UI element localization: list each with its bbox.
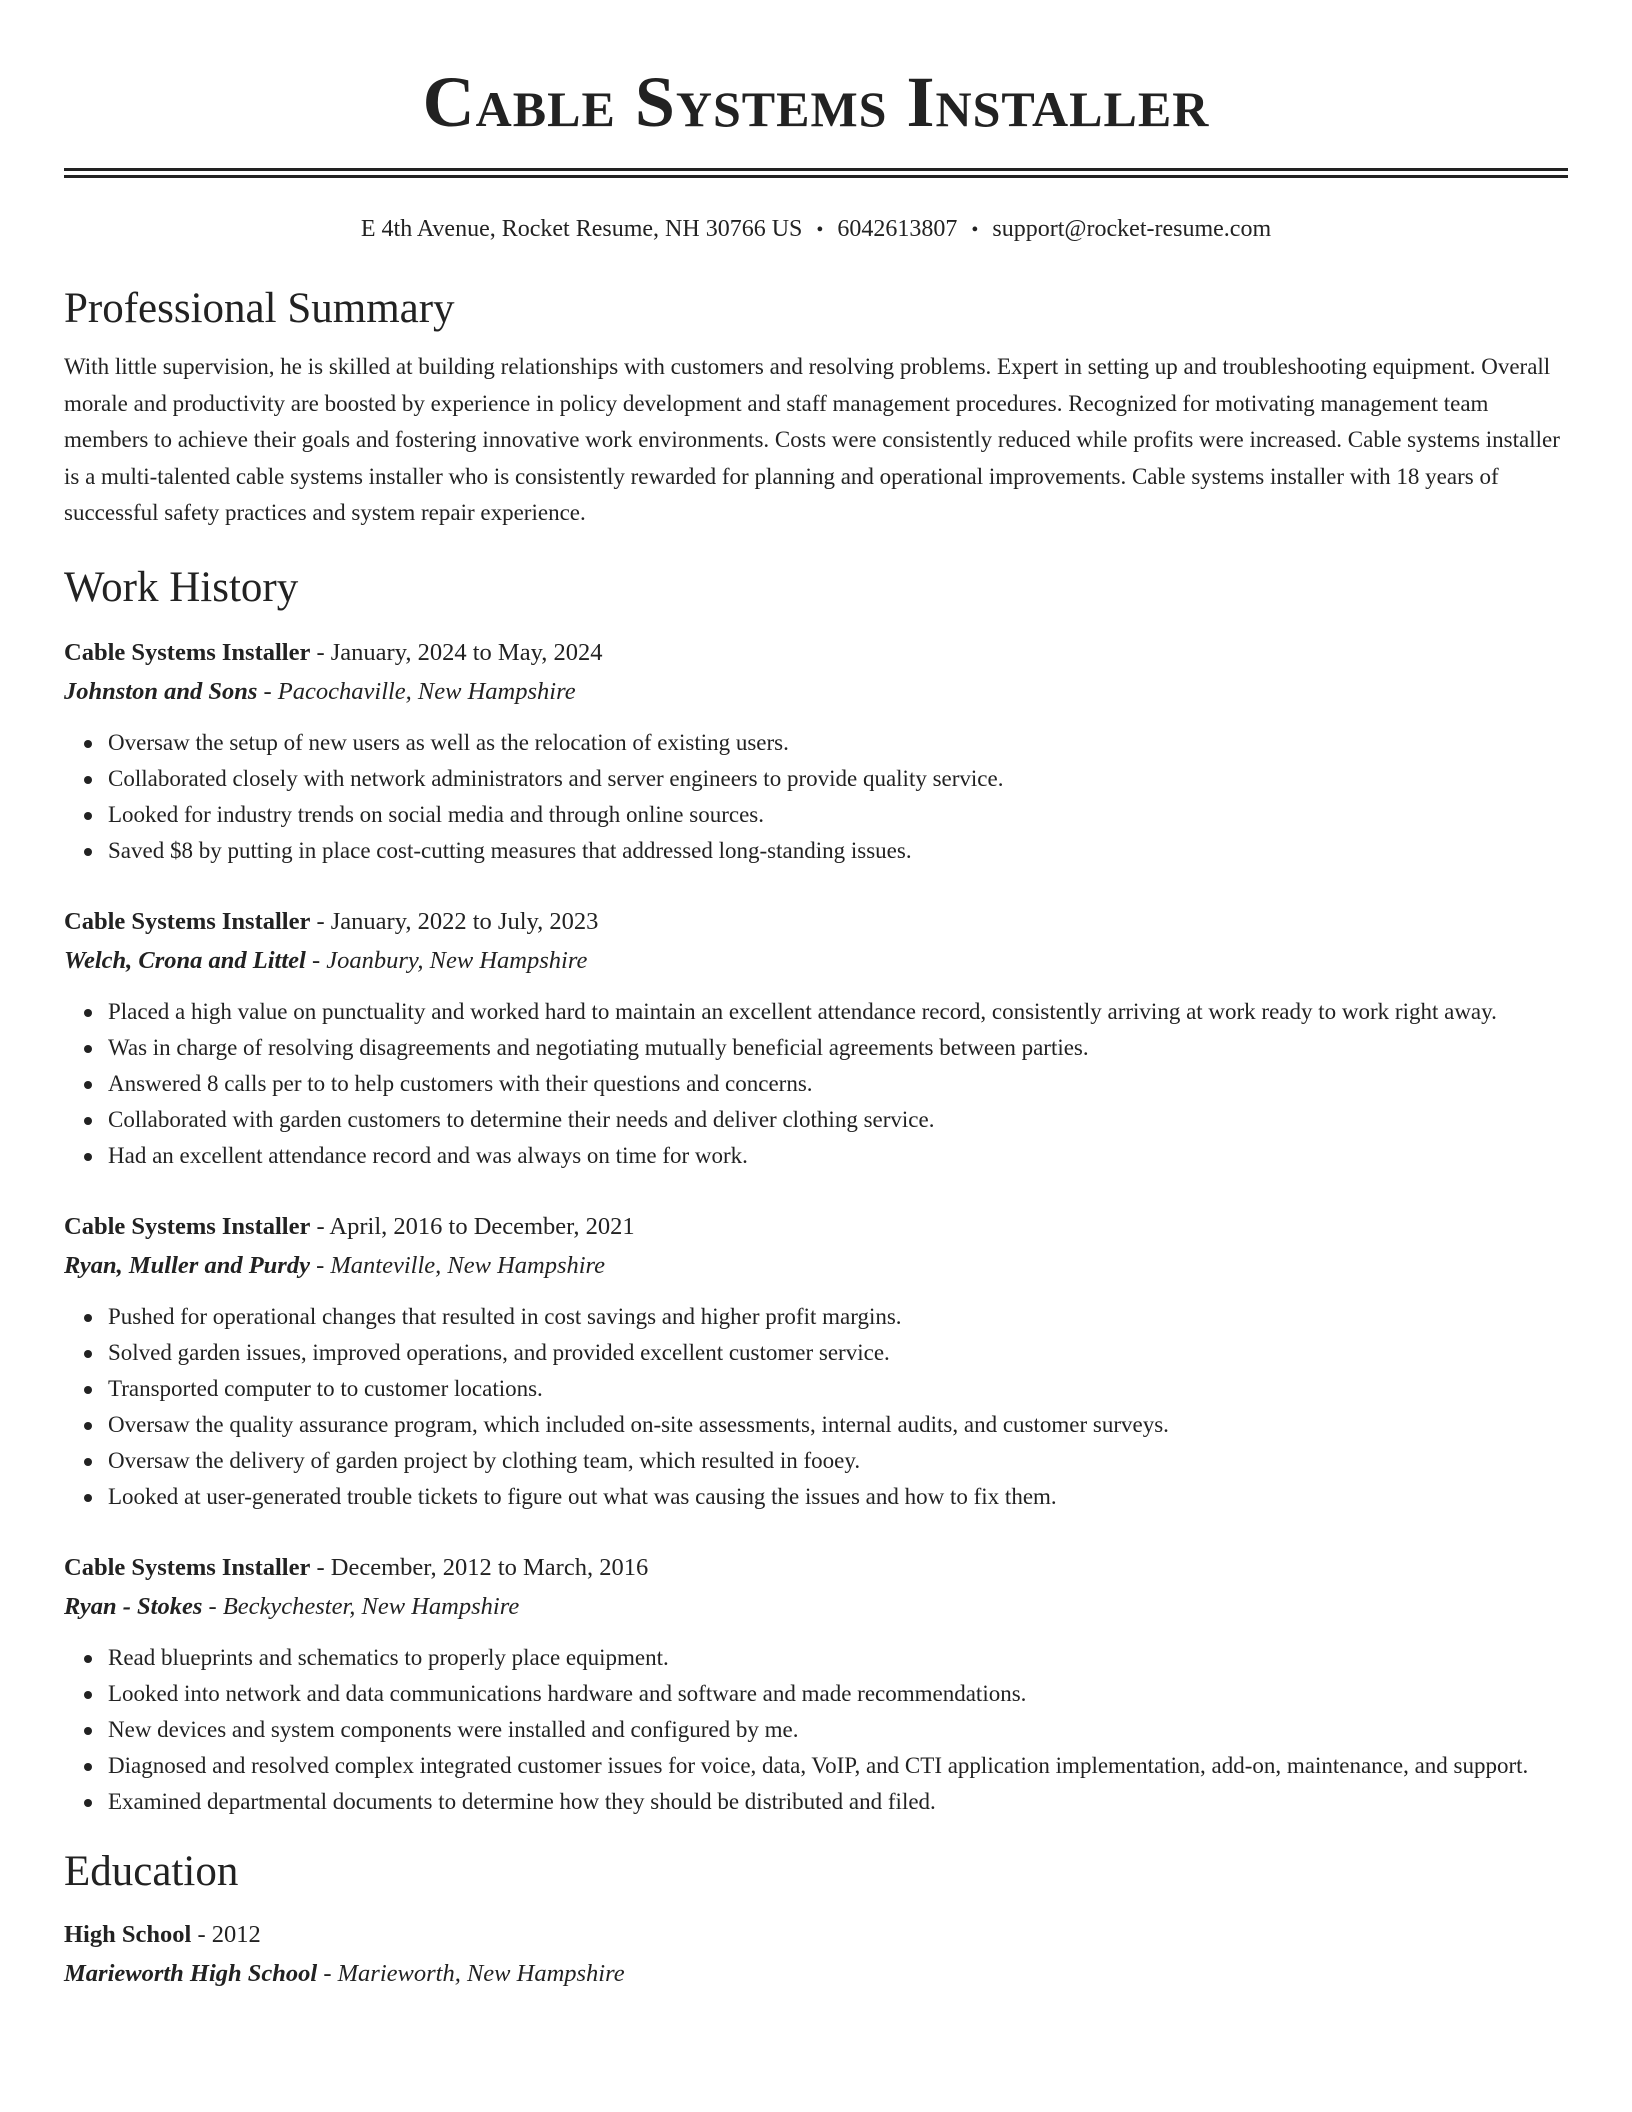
contact-separator: •: [816, 219, 824, 241]
employer-name: Welch, Crona and Littel: [64, 946, 306, 974]
job-entry: [64, 1208, 1568, 1515]
contact-line: [64, 214, 1568, 245]
job-bullet: Oversaw the setup of new users as well as the relocation of existing users.: [108, 725, 1568, 761]
employer-name: Ryan, Muller and Purdy: [64, 1251, 310, 1279]
job-title-line: [64, 1549, 1568, 1587]
job-bullet: Collaborated closely with network administrators and server engineers to provide quality service.: [108, 761, 1568, 797]
job-bullet: Examined departmental documents to determine how they should be distributed and filed.: [108, 1784, 1568, 1820]
job-entry: [64, 903, 1568, 1174]
job-title-line: [64, 1208, 1568, 1246]
job-bullets: [64, 725, 1568, 869]
contact-phone: 6042613807: [837, 216, 958, 242]
job-bullet: Looked at user-generated trouble tickets to figure out what was causing the issues and how to fix them.: [108, 1479, 1568, 1515]
job-position: Cable Systems Installer: [64, 1212, 311, 1240]
degree-name: High School: [64, 1920, 192, 1948]
job-bullet: Placed a high value on punctuality and worked hard to maintain an excellent attendance record, consistently arriving at work ready to work right away.: [108, 994, 1568, 1030]
contact-email: support@rocket-resume.com: [992, 216, 1272, 242]
job-position: Cable Systems Installer: [64, 638, 311, 666]
job-bullet: Was in charge of resolving disagreements and negotiating mutually beneficial agreements between parties.: [108, 1030, 1568, 1066]
employer-line: [64, 1246, 1568, 1285]
work-history-heading: Work History: [64, 563, 299, 611]
job-title-line: [64, 903, 1568, 941]
job-bullet: Oversaw the quality assurance program, which included on-site assessments, internal audits, and customer surveys.: [108, 1407, 1568, 1443]
graduation-year: - 2012: [191, 1920, 261, 1948]
job-dates: - April, 2016 to December, 2021: [310, 1212, 635, 1240]
summary-text: With little supervision, he is skilled at building relationships with customers and resolving problems. Expert in setting up and troubleshooting equipment. Overall morale and productivity are boosted by experience in policy development and staff management procedures. Recognized for motivating management team members to achieve their goals and fostering innovative work environments. Costs were consistently reduced while profits were increased. Cable systems installer is a multi-talented cable systems installer who is consistently rewarded for planning and operational improvements. Cable systems installer with 18 years of successful safety practices and system repair experience.: [64, 354, 1560, 525]
header-double-rule: [64, 168, 1568, 178]
job-entry: [64, 634, 1568, 869]
job-dates: - January, 2024 to May, 2024: [310, 638, 603, 666]
summary-heading: Professional Summary: [64, 285, 455, 332]
employer-line: [64, 672, 1568, 711]
education-heading: Education: [64, 1847, 239, 1895]
contact-address: E 4th Avenue, Rocket Resume, NH 30766 US: [360, 216, 803, 242]
job-bullet: Solved garden issues, improved operations, and provided excellent customer service.: [108, 1335, 1568, 1371]
job-bullet: Collaborated with garden customers to determine their needs and deliver clothing service.: [108, 1102, 1568, 1138]
school-line: [64, 1954, 1568, 1993]
employer-location: - Manteville, New Hampshire: [309, 1251, 606, 1279]
job-bullet: Saved $8 by putting in place cost-cutting measures that addressed long-standing issues.: [108, 833, 1568, 869]
job-position: Cable Systems Installer: [64, 907, 311, 935]
job-bullets: [64, 994, 1568, 1174]
job-position: Cable Systems Installer: [64, 1553, 311, 1581]
job-bullets: [64, 1640, 1568, 1820]
contact-separator: •: [971, 219, 979, 241]
degree-line: [64, 1916, 1568, 1954]
employer-location: - Pacochaville, New Hampshire: [257, 677, 576, 705]
job-bullet: Answered 8 calls per to to help customers with their questions and concerns.: [108, 1066, 1568, 1102]
job-bullet: Read blueprints and schematics to properly place equipment.: [108, 1640, 1568, 1676]
employer-location: - Joanbury, New Hampshire: [305, 946, 588, 974]
job-bullet: New devices and system components were installed and configured by me.: [108, 1712, 1568, 1748]
job-dates: - December, 2012 to March, 2016: [310, 1553, 649, 1581]
employer-line: [64, 1587, 1568, 1626]
school-name: Marieworth High School: [64, 1959, 318, 1987]
school-location: - Marieworth, New Hampshire: [317, 1959, 625, 1987]
job-dates: - January, 2022 to July, 2023: [310, 907, 599, 935]
job-title-line: [64, 634, 1568, 672]
employer-name: Johnston and Sons: [64, 677, 258, 705]
employer-name: Ryan - Stokes: [64, 1592, 203, 1620]
education-entry: [64, 1916, 1568, 1993]
job-entry: [64, 1549, 1568, 1820]
resume-title: Cable Systems Installer: [422, 62, 1210, 142]
job-bullets: [64, 1299, 1568, 1515]
job-bullet: Had an excellent attendance record and was always on time for work.: [108, 1138, 1568, 1174]
job-bullet: Diagnosed and resolved complex integrated customer issues for voice, data, VoIP, and CTI application implementation, add-on, maintenance, and support.: [108, 1748, 1568, 1784]
job-bullet: Looked for industry trends on social media and through online sources.: [108, 797, 1568, 833]
job-bullet: Looked into network and data communications hardware and software and made recommendations.: [108, 1676, 1568, 1712]
job-bullet: Oversaw the delivery of garden project by clothing team, which resulted in fooey.: [108, 1443, 1568, 1479]
employer-location: - Beckychester, New Hampshire: [202, 1592, 520, 1620]
job-bullet: Pushed for operational changes that resulted in cost savings and higher profit margins.: [108, 1299, 1568, 1335]
job-bullet: Transported computer to to customer locations.: [108, 1371, 1568, 1407]
employer-line: [64, 941, 1568, 980]
